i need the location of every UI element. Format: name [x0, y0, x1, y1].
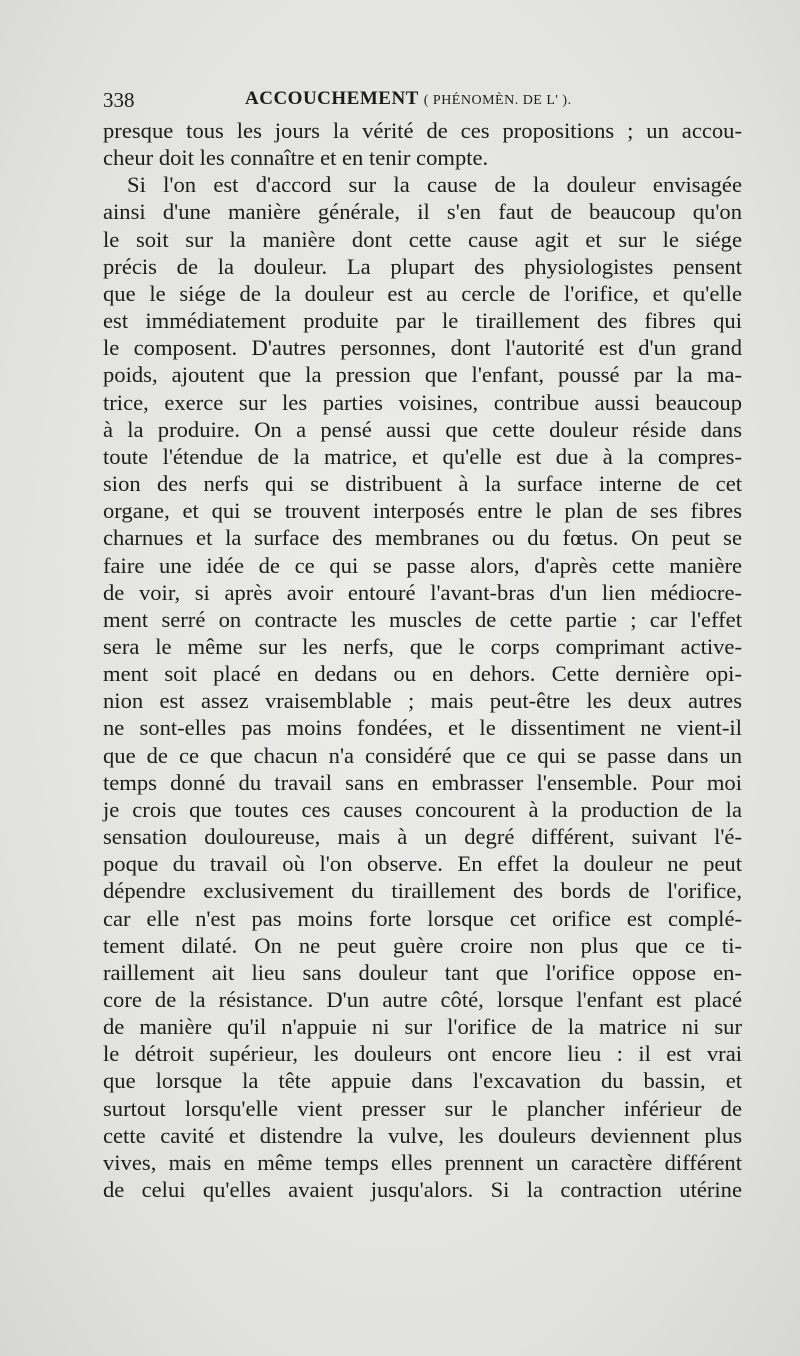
text-line: que de ce que chacun n'a considéré que ce qui se passe dans un: [103, 742, 742, 768]
text-line: vives, mais en même temps elles prennent un caractère différent: [103, 1149, 742, 1175]
text-line: core de la résistance. D'un autre côté, lorsque l'enfant est placé: [103, 987, 742, 1012]
text-line: ainsi d'une manière générale, il s'en faut de beaucoup qu'on: [103, 199, 742, 225]
text-line: est immédiatement produite par le tiraillement des fibres qui: [103, 308, 742, 334]
text-line: tement dilaté. On ne peut guère croire non plus que ce ti-: [103, 932, 742, 958]
text-line: ment soit placé en dedans ou en dehors. Cette dernière opi-: [103, 661, 742, 687]
text-line: temps donné du travail sans en embrasser l'ensemble. Pour moi: [103, 769, 742, 795]
text-line: Si l'on est d'accord sur la cause de la douleur envisagée: [127, 172, 742, 198]
text-line: sera le même sur les nerfs, que le corps comprimant active-: [103, 633, 742, 659]
text-line: poids, ajoutent que la pression que l'enfant, poussé par la ma-: [103, 362, 742, 388]
text-line: à la produire. On a pensé aussi que cette douleur réside dans: [103, 416, 742, 442]
running-title: [245, 88, 572, 110]
text-line: le détroit supérieur, les douleurs ont encore lieu : il est vrai: [103, 1041, 742, 1067]
text-line: cheur doit les connaître et en tenir compte.: [103, 145, 489, 171]
page-number: 338: [103, 88, 135, 112]
text-line: nion est assez vraisemblable ; mais peut-être les deux autres: [103, 688, 742, 714]
text-line: précis de la douleur. La plupart des physiologistes pensent: [103, 253, 742, 279]
text-line: surtout lorsqu'elle vient presser sur le plancher inférieur de: [103, 1095, 742, 1121]
text-line: toute l'étendue de la matrice, et qu'elle est due à la compres-: [103, 443, 742, 469]
text-line: que lorsque la tête appuie dans l'excavation du bassin, et: [103, 1068, 742, 1094]
text-line: sion des nerfs qui se distribuent à la surface interne de cet: [103, 471, 742, 497]
text-line: trice, exerce sur les parties voisines, contribue aussi beaucoup: [103, 389, 742, 415]
text-line: de celui qu'elles avaient jusqu'alors. Si la contraction utérine: [103, 1177, 742, 1203]
text-line: organe, et qui se trouvent interposés entre le plan de ses fibres: [103, 498, 742, 524]
text-line: de manière qu'il n'appuie ni sur l'orifice de la matrice ni sur: [103, 1014, 742, 1040]
text-line: ment serré on contracte les muscles de cette partie ; car l'effet: [103, 606, 742, 632]
text-line: dépendre exclusivement du tiraillement des bords de l'orifice,: [103, 878, 742, 904]
text-line: je crois que toutes ces causes concourent à la production de la: [103, 796, 742, 822]
text-line: cette cavité et distendre la vulve, les douleurs deviennent plus: [103, 1122, 742, 1148]
text-line: le soit sur la manière dont cette cause agit et sur le siége: [103, 226, 742, 252]
running-title-sub: ( PHÉNOMÈN. DE L' ).: [423, 93, 572, 108]
text-line: sensation douloureuse, mais à un degré différent, suivant l'é-: [103, 824, 742, 850]
running-title-main: ACCOUCHEMENT: [245, 88, 419, 109]
text-line: le composent. D'autres personnes, dont l'autorité est d'un grand: [103, 335, 742, 361]
body-text: [103, 117, 742, 1203]
text-line: presque tous les jours la vérité de ces propositions ; un accou-: [103, 118, 742, 143]
text-line: que le siége de la douleur est au cercle de l'orifice, et qu'elle: [103, 280, 742, 306]
running-header: [103, 88, 743, 118]
text-line: poque du travail où l'on observe. En effet la douleur ne peut: [103, 851, 742, 877]
text-line: ne sont-elles pas moins fondées, et le dissentiment ne vient-il: [103, 715, 742, 741]
text-line: faire une idée de ce qui se passe alors, d'après cette manière: [103, 552, 742, 578]
text-line: car elle n'est pas moins forte lorsque cet orifice est complé-: [103, 905, 742, 931]
text-line: charnues et la surface des membranes ou du fœtus. On peut se: [103, 525, 742, 551]
text-line: de voir, si après avoir entouré l'avant-bras d'un lien médiocre-: [103, 579, 742, 605]
text-line: raillement ait lieu sans douleur tant que l'orifice oppose en-: [103, 959, 742, 985]
